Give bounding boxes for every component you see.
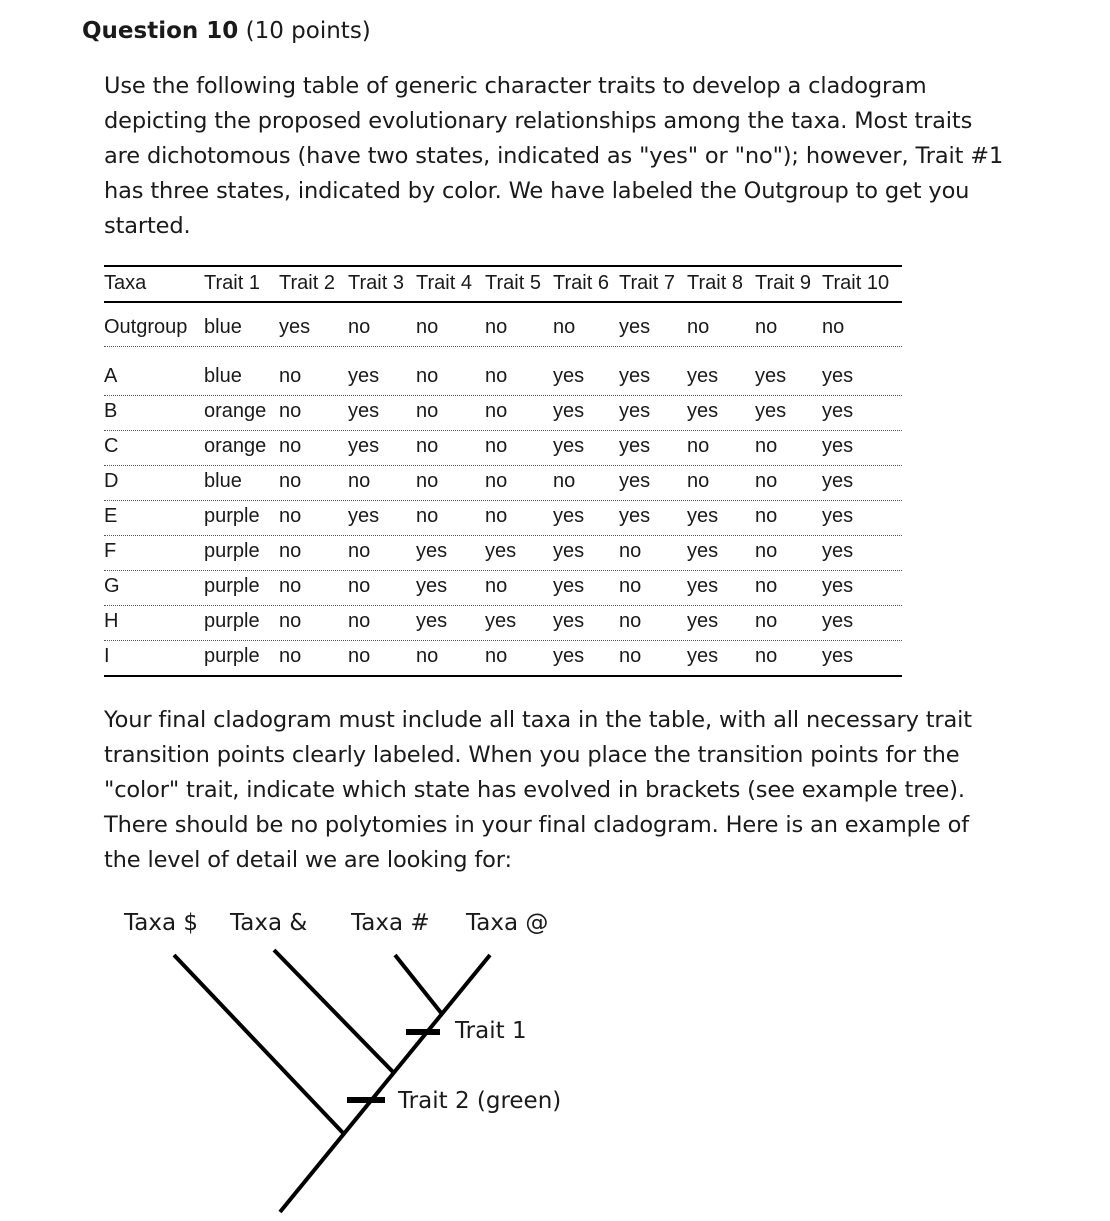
trait-value-cell: purple xyxy=(204,505,260,527)
trait-value-cell: yes xyxy=(822,610,854,632)
trait-value-cell: no xyxy=(553,470,576,492)
trait-value-cell: purple xyxy=(204,540,260,562)
main-branch xyxy=(280,955,490,1212)
taxon-name-cell: B xyxy=(104,400,118,422)
table-header-cell: Trait 8 xyxy=(687,272,743,294)
trait-value-cell: no xyxy=(755,470,778,492)
table-header-cell: Trait 10 xyxy=(822,272,890,294)
trait-value-cell: no xyxy=(619,540,642,562)
trait-value-cell: blue xyxy=(204,470,242,492)
taxon-name-cell: D xyxy=(104,470,119,492)
table-row xyxy=(104,396,902,431)
trait-value-cell: no xyxy=(619,610,642,632)
table-header-cell: Trait 1 xyxy=(204,272,260,294)
trait-value-cell: no xyxy=(485,365,508,387)
trait-value-cell: no xyxy=(485,400,508,422)
trait-value-cell: yes xyxy=(619,365,651,387)
trait-value-cell: purple xyxy=(204,645,260,667)
example-cladogram xyxy=(110,905,610,1217)
trait-value-cell: no xyxy=(348,575,371,597)
trait-value-cell: yes xyxy=(822,645,854,667)
transition-label-trait2: Trait 2 (green) xyxy=(398,1088,562,1114)
trait-value-cell: yes xyxy=(822,575,854,597)
trait-value-cell: yes xyxy=(416,610,448,632)
trait-value-cell: yes xyxy=(279,316,311,338)
trait-value-cell: yes xyxy=(755,365,787,387)
trait-value-cell: yes xyxy=(348,400,380,422)
trait-value-cell: no xyxy=(485,505,508,527)
table-header-cell: Trait 7 xyxy=(619,272,675,294)
trait-value-cell: orange xyxy=(204,435,267,457)
trait-value-cell: yes xyxy=(485,540,517,562)
taxon-name-cell: H xyxy=(104,610,119,632)
taxon-name-cell: F xyxy=(104,540,117,562)
trait-value-cell: no xyxy=(687,435,710,457)
trait-value-cell: no xyxy=(416,470,439,492)
trait-value-cell: no xyxy=(755,316,778,338)
row-divider xyxy=(104,346,902,347)
taxon-name-cell: I xyxy=(104,645,110,667)
trait-value-cell: yes xyxy=(687,645,719,667)
trait-value-cell: no xyxy=(755,435,778,457)
table-header-cell: Trait 3 xyxy=(348,272,404,294)
table-row xyxy=(104,571,902,606)
trait-value-cell: yes xyxy=(687,610,719,632)
trait-value-cell: yes xyxy=(755,400,787,422)
trait-value-cell: no xyxy=(755,645,778,667)
trait-value-cell: yes xyxy=(687,505,719,527)
trait-value-cell: no xyxy=(687,470,710,492)
trait-value-cell: yes xyxy=(619,505,651,527)
trait-value-cell: no xyxy=(348,316,371,338)
trait-value-cell: no xyxy=(553,316,576,338)
trait-value-cell: yes xyxy=(687,400,719,422)
trait-value-cell: no xyxy=(687,316,710,338)
trait-value-cell: purple xyxy=(204,575,260,597)
taxon-name-cell: A xyxy=(104,365,118,387)
trait-value-cell: yes xyxy=(553,645,585,667)
table-row xyxy=(104,536,902,571)
transition-label-trait1: Trait 1 xyxy=(455,1018,527,1044)
branch-taxa-ampersand xyxy=(274,950,394,1073)
trait-value-cell: no xyxy=(485,575,508,597)
trait-value-cell: no xyxy=(619,645,642,667)
trait-value-cell: yes xyxy=(553,435,585,457)
trait-value-cell: no xyxy=(755,610,778,632)
trait-value-cell: no xyxy=(416,316,439,338)
trait-value-cell: no xyxy=(485,435,508,457)
trait-value-cell: no xyxy=(279,505,302,527)
trait-value-cell: no xyxy=(822,316,845,338)
trait-value-cell: yes xyxy=(822,400,854,422)
trait-value-cell: blue xyxy=(204,316,242,338)
table-row xyxy=(104,501,902,536)
cladogram-lines xyxy=(110,905,610,1217)
question-number: Question 10 xyxy=(82,18,239,44)
taxon-name-cell: Outgroup xyxy=(104,316,188,338)
trait-value-cell: no xyxy=(348,470,371,492)
trait-value-cell: no xyxy=(416,435,439,457)
trait-value-cell: yes xyxy=(822,540,854,562)
table-header-cell: Trait 6 xyxy=(553,272,609,294)
trait-value-cell: no xyxy=(755,575,778,597)
question-title xyxy=(82,18,371,44)
trait-value-cell: yes xyxy=(619,470,651,492)
trait-value-cell: no xyxy=(279,540,302,562)
taxon-name-cell: E xyxy=(104,505,118,527)
table-row xyxy=(104,431,902,466)
trait-value-cell: no xyxy=(416,505,439,527)
taxon-name-cell: G xyxy=(104,575,120,597)
trait-value-cell: no xyxy=(485,645,508,667)
trait-value-cell: no xyxy=(485,316,508,338)
trait-value-cell: yes xyxy=(553,505,585,527)
trait-value-cell: yes xyxy=(619,400,651,422)
instructions-paragraph: Your final cladogram must include all taxa in the table, with all necessary trait transition points clearly labeled. When you place the transition points for the "color" trait, indicate which state has evolved in brackets (see example tree). There should be no polytomies in your final cladogram. Here is an example of the level of detail we are looking for: xyxy=(104,707,972,873)
table-header-cell: Trait 9 xyxy=(755,272,811,294)
trait-value-cell: yes xyxy=(822,435,854,457)
trait-value-cell: yes xyxy=(416,540,448,562)
trait-value-cell: no xyxy=(416,365,439,387)
trait-value-cell: yes xyxy=(485,610,517,632)
trait-value-cell: no xyxy=(416,400,439,422)
branch-taxa-dollar xyxy=(174,955,344,1134)
trait-value-cell: yes xyxy=(416,575,448,597)
trait-value-cell: yes xyxy=(553,575,585,597)
trait-value-cell: no xyxy=(279,435,302,457)
intro-paragraph: Use the following table of generic character traits to develop a cladogram depicting the proposed evolutionary relationships among the taxa. Most traits are dichotomous (have two states, indicated as "yes" or "no"); however, Trait #1 has three states, indicated by color. We have labeled the Outgroup to get you started. xyxy=(104,73,1004,239)
table-top-rule xyxy=(104,265,902,267)
trait-value-cell: yes xyxy=(687,575,719,597)
trait-value-cell: no xyxy=(348,540,371,562)
trait-value-cell: no xyxy=(279,400,302,422)
trait-value-cell: blue xyxy=(204,365,242,387)
taxon-name-cell: C xyxy=(104,435,119,457)
branch-taxa-hash xyxy=(395,955,442,1014)
trait-value-cell: no xyxy=(755,540,778,562)
taxon-label-ampersand: Taxa & xyxy=(230,910,308,936)
trait-value-cell: yes xyxy=(687,540,719,562)
taxon-label-hash: Taxa # xyxy=(351,910,430,936)
traits-table xyxy=(104,265,902,677)
table-header-cell: Trait 4 xyxy=(416,272,472,294)
trait-value-cell: yes xyxy=(553,365,585,387)
table-row xyxy=(104,312,902,347)
table-row xyxy=(104,466,902,501)
trait-value-cell: no xyxy=(348,610,371,632)
trait-value-cell: yes xyxy=(822,470,854,492)
trait-value-cell: yes xyxy=(553,610,585,632)
table-header-rule xyxy=(104,301,902,303)
table-header-cell: Trait 5 xyxy=(485,272,541,294)
trait-value-cell: yes xyxy=(619,435,651,457)
trait-value-cell: no xyxy=(279,365,302,387)
table-row xyxy=(104,641,902,676)
table-header-cell: Taxa xyxy=(104,272,147,294)
table-row xyxy=(104,361,902,396)
trait-value-cell: yes xyxy=(348,435,380,457)
trait-value-cell: no xyxy=(279,470,302,492)
trait-value-cell: no xyxy=(755,505,778,527)
trait-value-cell: no xyxy=(619,575,642,597)
trait-value-cell: no xyxy=(348,645,371,667)
trait-value-cell: yes xyxy=(822,505,854,527)
trait-value-cell: yes xyxy=(348,365,380,387)
trait-value-cell: no xyxy=(485,470,508,492)
trait-value-cell: no xyxy=(416,645,439,667)
table-header-cell: Trait 2 xyxy=(279,272,335,294)
question-points: (10 points) xyxy=(245,18,371,44)
trait-value-cell: no xyxy=(279,610,302,632)
trait-value-cell: yes xyxy=(619,316,651,338)
taxon-label-at: Taxa @ xyxy=(466,910,549,936)
taxon-label-dollar: Taxa $ xyxy=(124,910,198,936)
trait-value-cell: yes xyxy=(822,365,854,387)
trait-value-cell: yes xyxy=(687,365,719,387)
table-bottom-rule xyxy=(104,675,902,677)
trait-value-cell: yes xyxy=(553,400,585,422)
trait-value-cell: yes xyxy=(553,540,585,562)
trait-value-cell: yes xyxy=(348,505,380,527)
trait-value-cell: no xyxy=(279,645,302,667)
table-row xyxy=(104,606,902,641)
trait-value-cell: no xyxy=(279,575,302,597)
trait-value-cell: orange xyxy=(204,400,267,422)
trait-value-cell: purple xyxy=(204,610,260,632)
